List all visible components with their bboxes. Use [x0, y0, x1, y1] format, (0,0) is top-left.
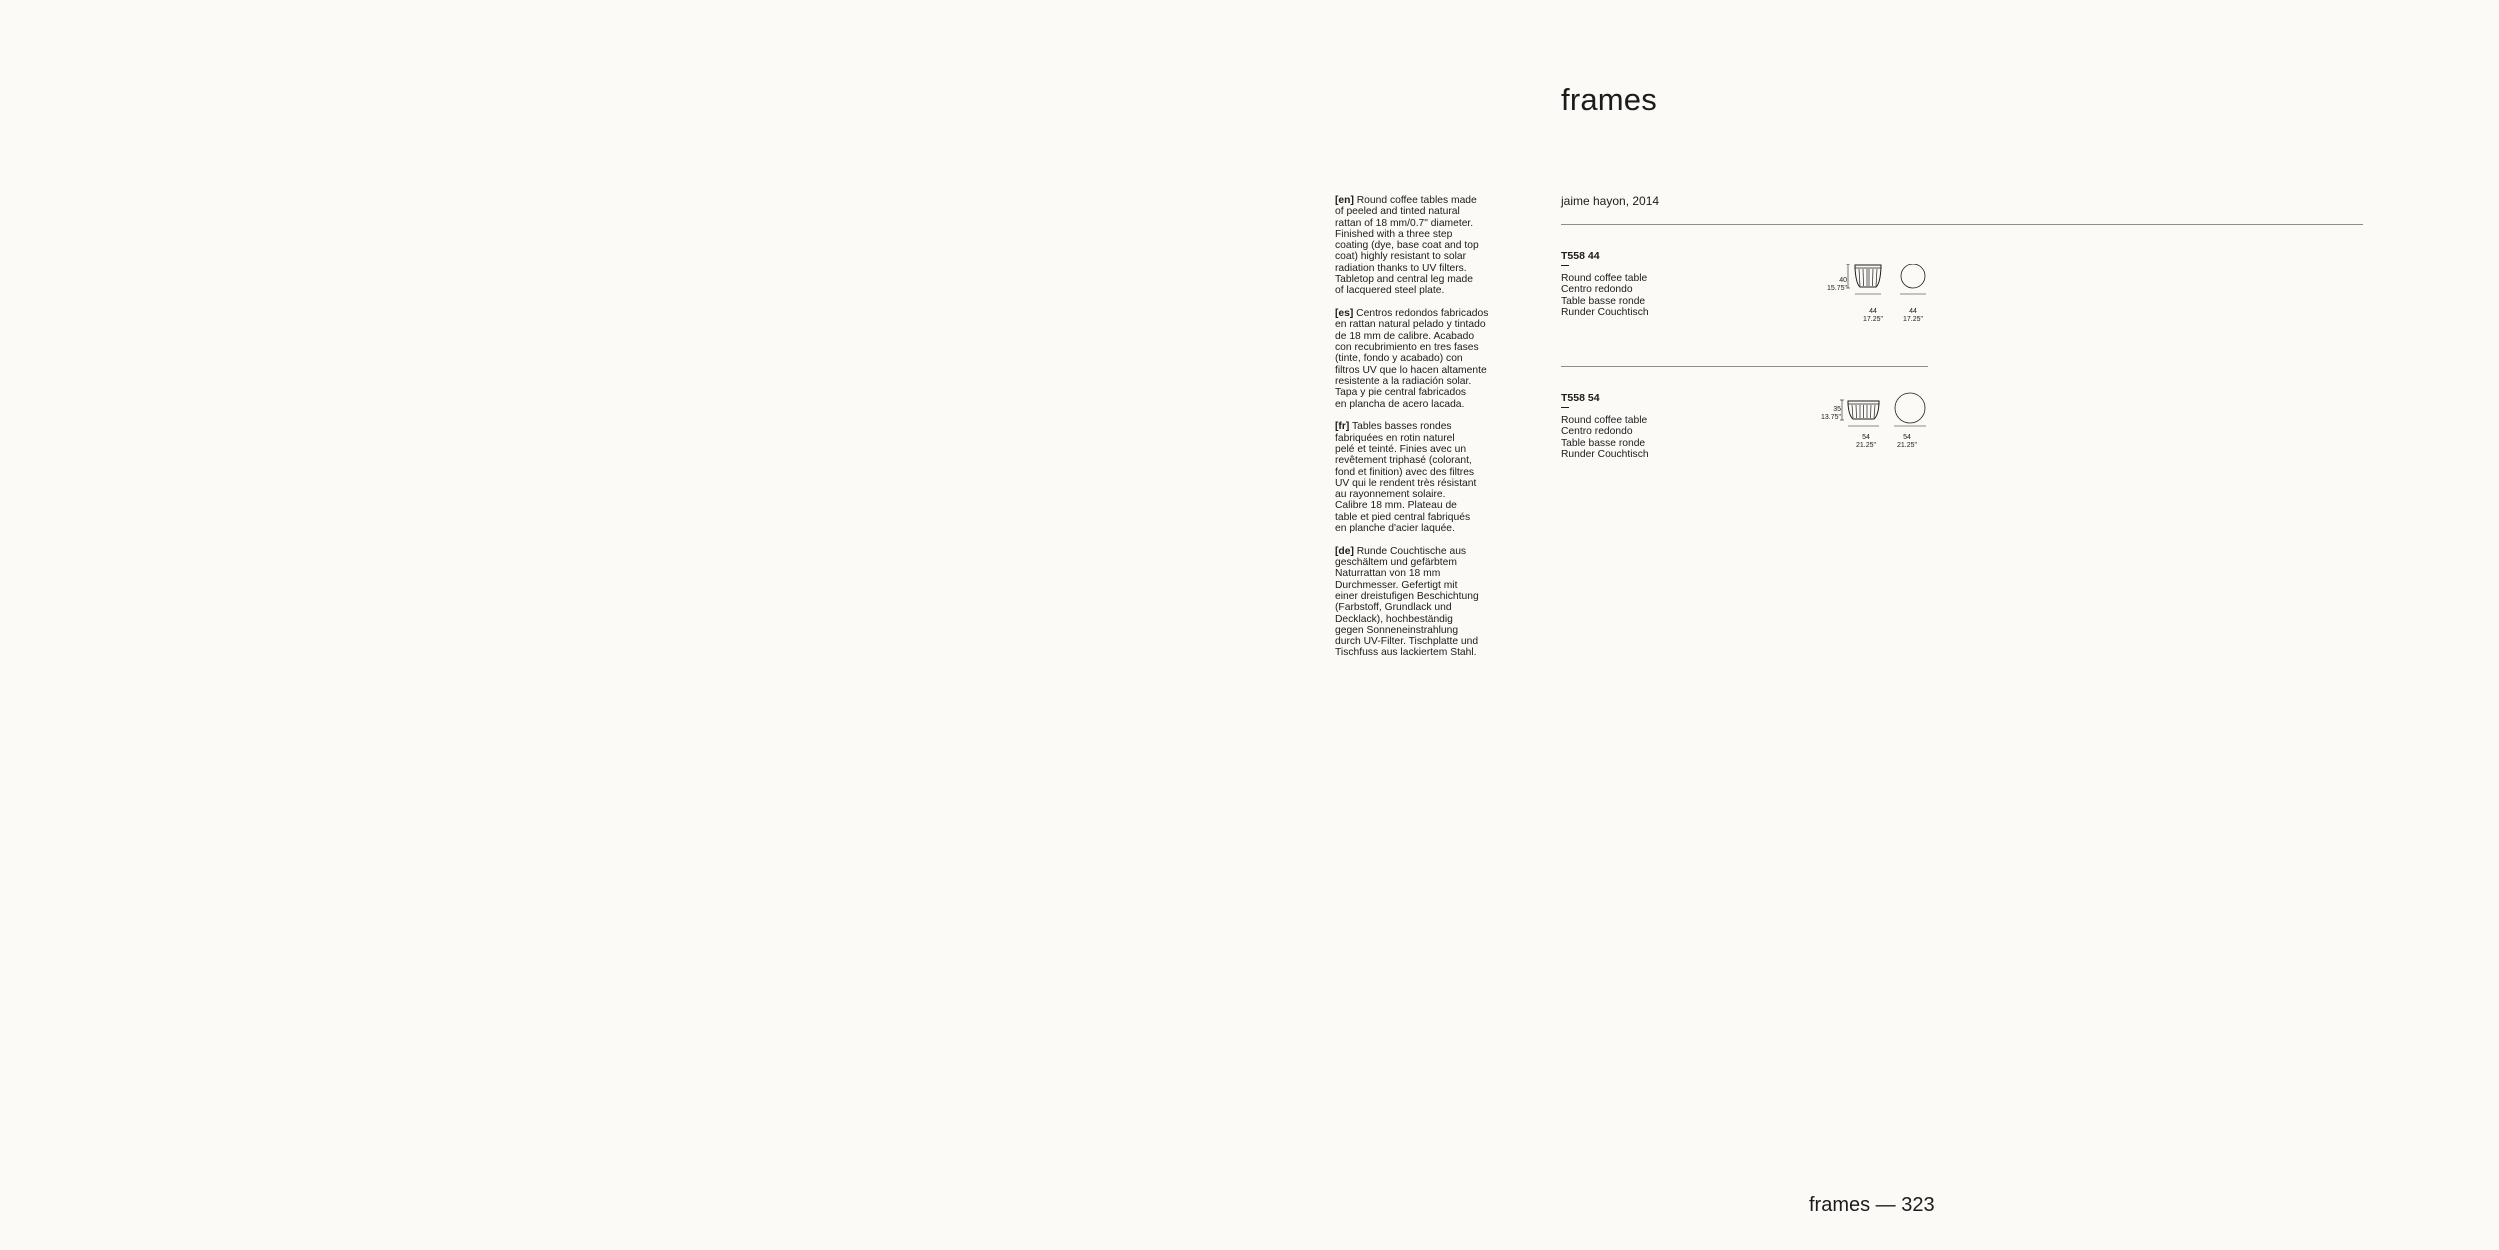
description-en [1335, 195, 1495, 297]
product-divider [1561, 366, 1928, 367]
language-tag: [de] [1335, 545, 1354, 557]
product-name-es: Centro redondo [1561, 426, 1633, 438]
side-width-in: 21.25" [1855, 441, 1876, 449]
product-name-fr: Table basse ronde [1561, 295, 1646, 307]
description-text: Centros redondos fabricados en rattan natural pelado y tintado de 18 mm de calibre. Acabado con recubrimiento en tres fases (tinte, fondo y acabado) con filtros UV que lo hacen altamente resistente a la radiación solar. Tapa y pie central fabricados en plancha de acero lacada. [1335, 308, 1489, 410]
top-diameter-dimension [1887, 434, 1927, 449]
top-diameter-cm: 54 [1903, 434, 1911, 441]
product-names [1561, 415, 1649, 460]
description-text: Runde Couchtische aus geschältem und gefärbtem Naturrattan von 18 mm Durchmesser. Gefertigt mit einer dreistufigen Beschichtung (Farbstoff, Grundlack und Decklack), hochbeständig gegen Sonneneinstrahlung durch UV-Filter. Tischplatte und Tischfuss aus lackiertem Stahl. [1335, 545, 1479, 659]
description-de [1335, 546, 1495, 659]
description-text: Tables basses rondes fabriquées en rotin naturel pelé et teinté. Finies avec un revêtement triphasé (colorant, fond et finition) avec des filtres UV qui le rendent très résistant au rayonnement solaire. Calibre 18 mm. Plateau de table et pied central fabriqués en planche d'acier laquée. [1335, 421, 1477, 535]
product-names [1561, 273, 1649, 318]
product-name-de: Runder Couchtisch [1561, 448, 1649, 460]
side-width-in: 17.25" [1862, 315, 1883, 323]
product-code: T558 44 [1561, 250, 1600, 262]
table-side-view-icon [1843, 264, 1891, 308]
top-diameter-in: 21.25" [1896, 441, 1917, 449]
description-column [1335, 195, 1495, 670]
side-width-cm: 44 [1869, 308, 1877, 315]
side-width-cm: 54 [1862, 434, 1870, 441]
description-text: Round coffee tables made of peeled and tinted natural rattan of 18 mm/0.7" diameter. Finished with a three step coating (dye, base coat and top coat) highly resistant to solar radiation thanks to UV filters. Tabletop and central leg made of lacquered steel plate. [1335, 195, 1479, 297]
table-top-view-icon [1899, 264, 1935, 308]
product-t558-44 [1561, 250, 1928, 330]
language-tag: [es] [1335, 308, 1354, 320]
section-divider [1561, 224, 2363, 225]
product-name-es: Centro redondo [1561, 284, 1633, 296]
product-name-de: Runder Couchtisch [1561, 306, 1649, 318]
description-fr [1335, 421, 1495, 534]
height-cm: 40 [1839, 277, 1847, 284]
table-side-view-icon [1837, 392, 1887, 436]
product-name-en: Round coffee table [1561, 273, 1648, 284]
product-code: T558 54 [1561, 392, 1600, 404]
product-name-en: Round coffee table [1561, 415, 1648, 426]
side-width-dimension [1853, 308, 1893, 323]
height-cm: 35 [1833, 406, 1841, 413]
table-top-view-icon [1893, 392, 1933, 436]
height-in: 13.75" [1820, 413, 1841, 421]
top-diameter-dimension [1893, 308, 1933, 323]
top-diameter-in: 17.25" [1902, 315, 1923, 323]
description-es [1335, 308, 1495, 410]
language-tag: [fr] [1335, 421, 1350, 433]
designer-credit: jaime hayon, 2014 [1561, 194, 1660, 208]
product-dash [1561, 407, 1569, 408]
product-name-fr: Table basse ronde [1561, 437, 1646, 449]
page-footer: frames — 323 [1809, 1194, 1935, 1216]
product-t558-54 [1561, 392, 1928, 472]
language-tag: [en] [1335, 195, 1354, 206]
height-in: 15.75" [1826, 284, 1847, 292]
page-title: frames [1561, 82, 1657, 117]
top-diameter-cm: 44 [1909, 308, 1917, 315]
product-dash [1561, 265, 1569, 266]
side-width-dimension [1846, 434, 1886, 449]
